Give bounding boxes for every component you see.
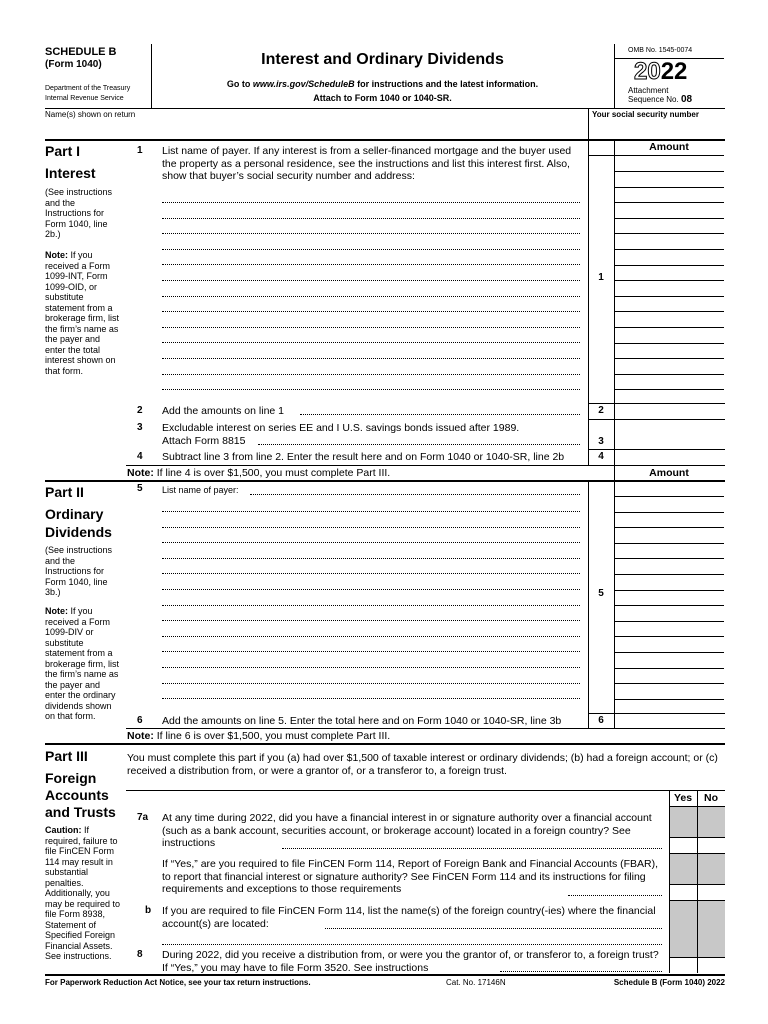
line5-number: 5 — [137, 483, 143, 494]
line1-amount-row[interactable] — [614, 218, 724, 219]
attach-note: Attach to Form 1040 or 1040-SR. — [313, 93, 452, 103]
line1-amount-row[interactable] — [614, 311, 724, 312]
line5-box-number: 5 — [598, 588, 604, 599]
line5-payer-row[interactable] — [162, 605, 580, 606]
part2-title-1: Ordinary — [45, 506, 104, 522]
line1-amount-row[interactable] — [614, 265, 724, 266]
line5-amount-row[interactable] — [614, 605, 724, 606]
q7a-followup-text: If “Yes,” are you required to file FinCEN Form 114, Report of Foreign Bank and Financial Accounts (FBAR), to report that financial interest or signature authority? See FinCEN Form 114 and its instructions for filing requirements and exceptions to those requirements — [162, 858, 659, 895]
q7a-no-box[interactable] — [698, 838, 725, 853]
line5-payer-row[interactable] — [162, 698, 580, 699]
line5-payer-row[interactable] — [162, 651, 580, 652]
ssn-field[interactable] — [592, 120, 724, 138]
line2-text: Add the amounts on line 1 — [162, 405, 285, 417]
department: Department of the Treasury — [45, 85, 131, 92]
line1-payer-row[interactable] — [162, 233, 580, 234]
line5-payer-row[interactable] — [162, 683, 580, 684]
schedule-title: SCHEDULE B — [45, 46, 117, 58]
sequence-number: Sequence No. 08 — [628, 94, 693, 105]
part3-title-1: Foreign — [45, 770, 97, 786]
line1-payer-row[interactable] — [162, 264, 580, 265]
line2-number: 2 — [137, 405, 143, 416]
line5-amount-row[interactable] — [614, 636, 724, 637]
line1-box-number: 1 — [598, 272, 604, 283]
line5-payer-row[interactable] — [162, 620, 580, 621]
line5-amount-row[interactable] — [614, 668, 724, 669]
part1-amount-header: Amount — [649, 141, 689, 153]
name-label: Name(s) shown on return — [45, 110, 136, 119]
line1-amount-row[interactable] — [614, 187, 724, 188]
line5-amount-row[interactable] — [614, 652, 724, 653]
tax-year: 2022 — [634, 58, 688, 85]
line1-payer-row[interactable] — [162, 327, 580, 328]
line1-instructions: List name of payer. If any interest is from a seller-financed mortgage and the buyer used the property as a personal residence, see the instructions and list this interest first. Also, show that buyer’s social security number and address: — [162, 145, 572, 182]
part2-amount-header: Amount — [649, 467, 689, 479]
line2-amount-field[interactable] — [615, 404, 724, 419]
part3-caution: Caution: If required, failure to file FinCEN Form 114 may result in substantial penalties. Additionally, you may be required to file Form 8938, Statement of Specified Foreign Financial Assets. See instructions. — [45, 825, 121, 961]
agency: Internal Revenue Service — [45, 95, 124, 102]
line1-amount-row[interactable] — [614, 389, 724, 390]
name-field[interactable] — [45, 120, 585, 138]
line1-amount-row[interactable] — [614, 343, 724, 344]
q7a-fbar-yes-box[interactable] — [670, 885, 697, 900]
line5-amount-row[interactable] — [614, 512, 724, 513]
line3-text-a: Excludable interest on series EE and I U.S. savings bonds issued after 1989. — [162, 422, 520, 434]
line5-amount-row[interactable] — [614, 558, 724, 559]
line1-number: 1 — [137, 145, 143, 156]
line1-amount-row[interactable] — [614, 296, 724, 297]
omb-number: OMB No. 1545-0074 — [628, 47, 693, 54]
line1-amount-row[interactable] — [614, 374, 724, 375]
line5-amount-row[interactable] — [614, 590, 724, 591]
catalog-number: Cat. No. 17146N — [446, 978, 506, 987]
line5-amount-row[interactable] — [614, 496, 724, 497]
line5-amount-row[interactable] — [614, 683, 724, 684]
part3-title-2: Accounts — [45, 787, 109, 803]
line1-amount-row[interactable] — [614, 202, 724, 203]
part2-label: Part II — [45, 484, 84, 500]
q8-text: During 2022, did you receive a distribution from, or were you the grantor of, or transferor to, a foreign trust? If “Yes,” you may have to file Form 3520. See instructions — [162, 949, 659, 974]
line1-payer-row[interactable] — [162, 202, 580, 203]
line1-payer-row[interactable] — [162, 218, 580, 219]
footer-schedule: Schedule B (Form 1040) 2022 — [613, 978, 725, 987]
line1-payer-row[interactable] — [162, 374, 580, 375]
attachment-label: Attachment — [628, 86, 669, 95]
line1-amount-row[interactable] — [614, 358, 724, 359]
line4-amount-field[interactable] — [615, 450, 724, 464]
q7a-fbar-no-box[interactable] — [698, 885, 725, 900]
line4-text: Subtract line 3 from line 2. Enter the result here and on Form 1040 or 1040-SR, line 2b — [162, 451, 565, 463]
line1-payer-row[interactable] — [162, 311, 580, 312]
line6-number: 6 — [137, 715, 143, 726]
q8-no-box[interactable] — [698, 958, 725, 973]
line6-amount-field[interactable] — [615, 714, 724, 728]
line1-payer-row[interactable] — [162, 358, 580, 359]
q8-number: 8 — [137, 949, 143, 960]
line5-amount-row[interactable] — [614, 527, 724, 528]
ssn-label: Your social security number — [592, 110, 699, 119]
line2-box-number: 2 — [598, 405, 604, 416]
line1-amount-row[interactable] — [614, 249, 724, 250]
line1-amount-row[interactable] — [614, 233, 724, 234]
no-column-header: No — [704, 792, 718, 804]
q7a-number: 7a — [137, 812, 149, 823]
line5-amount-row[interactable] — [614, 699, 724, 700]
line5-instructions: List name of payer: — [162, 485, 239, 495]
q7b-text: If you are required to file FinCEN Form 114, list the name(s) of the foreign country(-ies) where the financial account(s) are located: — [162, 905, 656, 930]
line5-payer-row[interactable] — [162, 573, 580, 574]
part1-title: Interest — [45, 165, 96, 181]
line5-amount-row[interactable] — [614, 543, 724, 544]
line1-amount-row[interactable] — [614, 327, 724, 328]
line5-amount-row[interactable] — [614, 621, 724, 622]
line4-note: Note: If line 4 is over $1,500, you must complete Part III. — [127, 467, 391, 479]
line3-box-number: 3 — [598, 436, 604, 447]
line5-payer-row[interactable] — [162, 667, 580, 668]
line5-payer-row[interactable] — [162, 542, 580, 543]
line1-payer-row[interactable] — [162, 389, 580, 390]
yes-column-header: Yes — [673, 792, 693, 804]
line1-amount-row[interactable] — [614, 280, 724, 281]
q7a-yes-box[interactable] — [670, 838, 697, 853]
line1-payer-row[interactable] — [162, 296, 580, 297]
line6-box-number: 6 — [598, 715, 604, 726]
line1-payer-row[interactable] — [162, 249, 580, 250]
line6-note: Note: If line 6 is over $1,500, you must complete Part III. — [127, 730, 391, 742]
part3-title-3: and Trusts — [45, 804, 116, 820]
q7b-number: b — [145, 905, 152, 916]
line5-amount-row[interactable] — [614, 574, 724, 575]
line3-number: 3 — [137, 422, 143, 433]
goto-instructions: Go to www.irs.gov/ScheduleB for instructions and the latest information. — [226, 79, 539, 89]
line1-payer-row[interactable] — [162, 280, 580, 281]
line5-payer-row[interactable] — [162, 589, 580, 590]
part2-note: Note: If you received a Form 1099-DIV or substitute statement from a brokerage firm, list the firm’s name as the payer and enter the ordinary dividends shown on that form. — [45, 606, 120, 721]
part3-label: Part III — [45, 748, 88, 764]
line5-payer-row[interactable] — [162, 527, 580, 528]
line5-payer-row[interactable] — [162, 636, 580, 637]
part1-see-instructions: (See instructions and the Instructions for Form 1040, line 2b.) — [45, 187, 113, 239]
line5-payer-row[interactable] — [162, 558, 580, 559]
line1-amount-row[interactable] — [614, 171, 724, 172]
line3-amount-field[interactable] — [615, 420, 724, 449]
part2-title-2: Dividends — [45, 524, 112, 540]
line1-payer-row[interactable] — [162, 342, 580, 343]
line3-text-b: Attach Form 8815 — [162, 435, 246, 447]
part2-see-instructions: (See instructions and the Instructions for Form 1040, line 3b.) — [45, 545, 113, 597]
part1-label: Part I — [45, 143, 81, 159]
q8-yes-box[interactable] — [670, 958, 697, 973]
q7b-countries-field[interactable] — [325, 918, 662, 929]
line4-box-number: 4 — [598, 451, 604, 462]
line4-number: 4 — [137, 451, 143, 462]
form-number: (Form 1040) — [45, 59, 102, 70]
q7a-text: At any time during 2022, did you have a financial interest in or signature authority over a financial account (such as a bank account, securities account, or brokerage account) located in a foreign country? See instructions — [162, 812, 652, 849]
line5-payer-row[interactable] — [162, 511, 580, 512]
part1-note: Note: If you received a Form 1099-INT, Form 1099-OID, or substitute statement from a brokerage firm, list the firm’s name as the payer and enter the total interest shown on that form. — [45, 250, 120, 376]
line6-text: Add the amounts on line 5. Enter the total here and on Form 1040 or 1040-SR, line 3b — [162, 715, 562, 727]
form-title: Interest and Ordinary Dividends — [261, 51, 504, 68]
paperwork-notice: For Paperwork Reduction Act Notice, see your tax return instructions. — [45, 978, 311, 987]
part3-intro: You must complete this part if you (a) had over $1,500 of taxable interest or ordinary dividends; (b) had a foreign account; or (c) received a distribution from, or were a grantor of, or a transferor to, a foreign trust. — [127, 752, 718, 777]
